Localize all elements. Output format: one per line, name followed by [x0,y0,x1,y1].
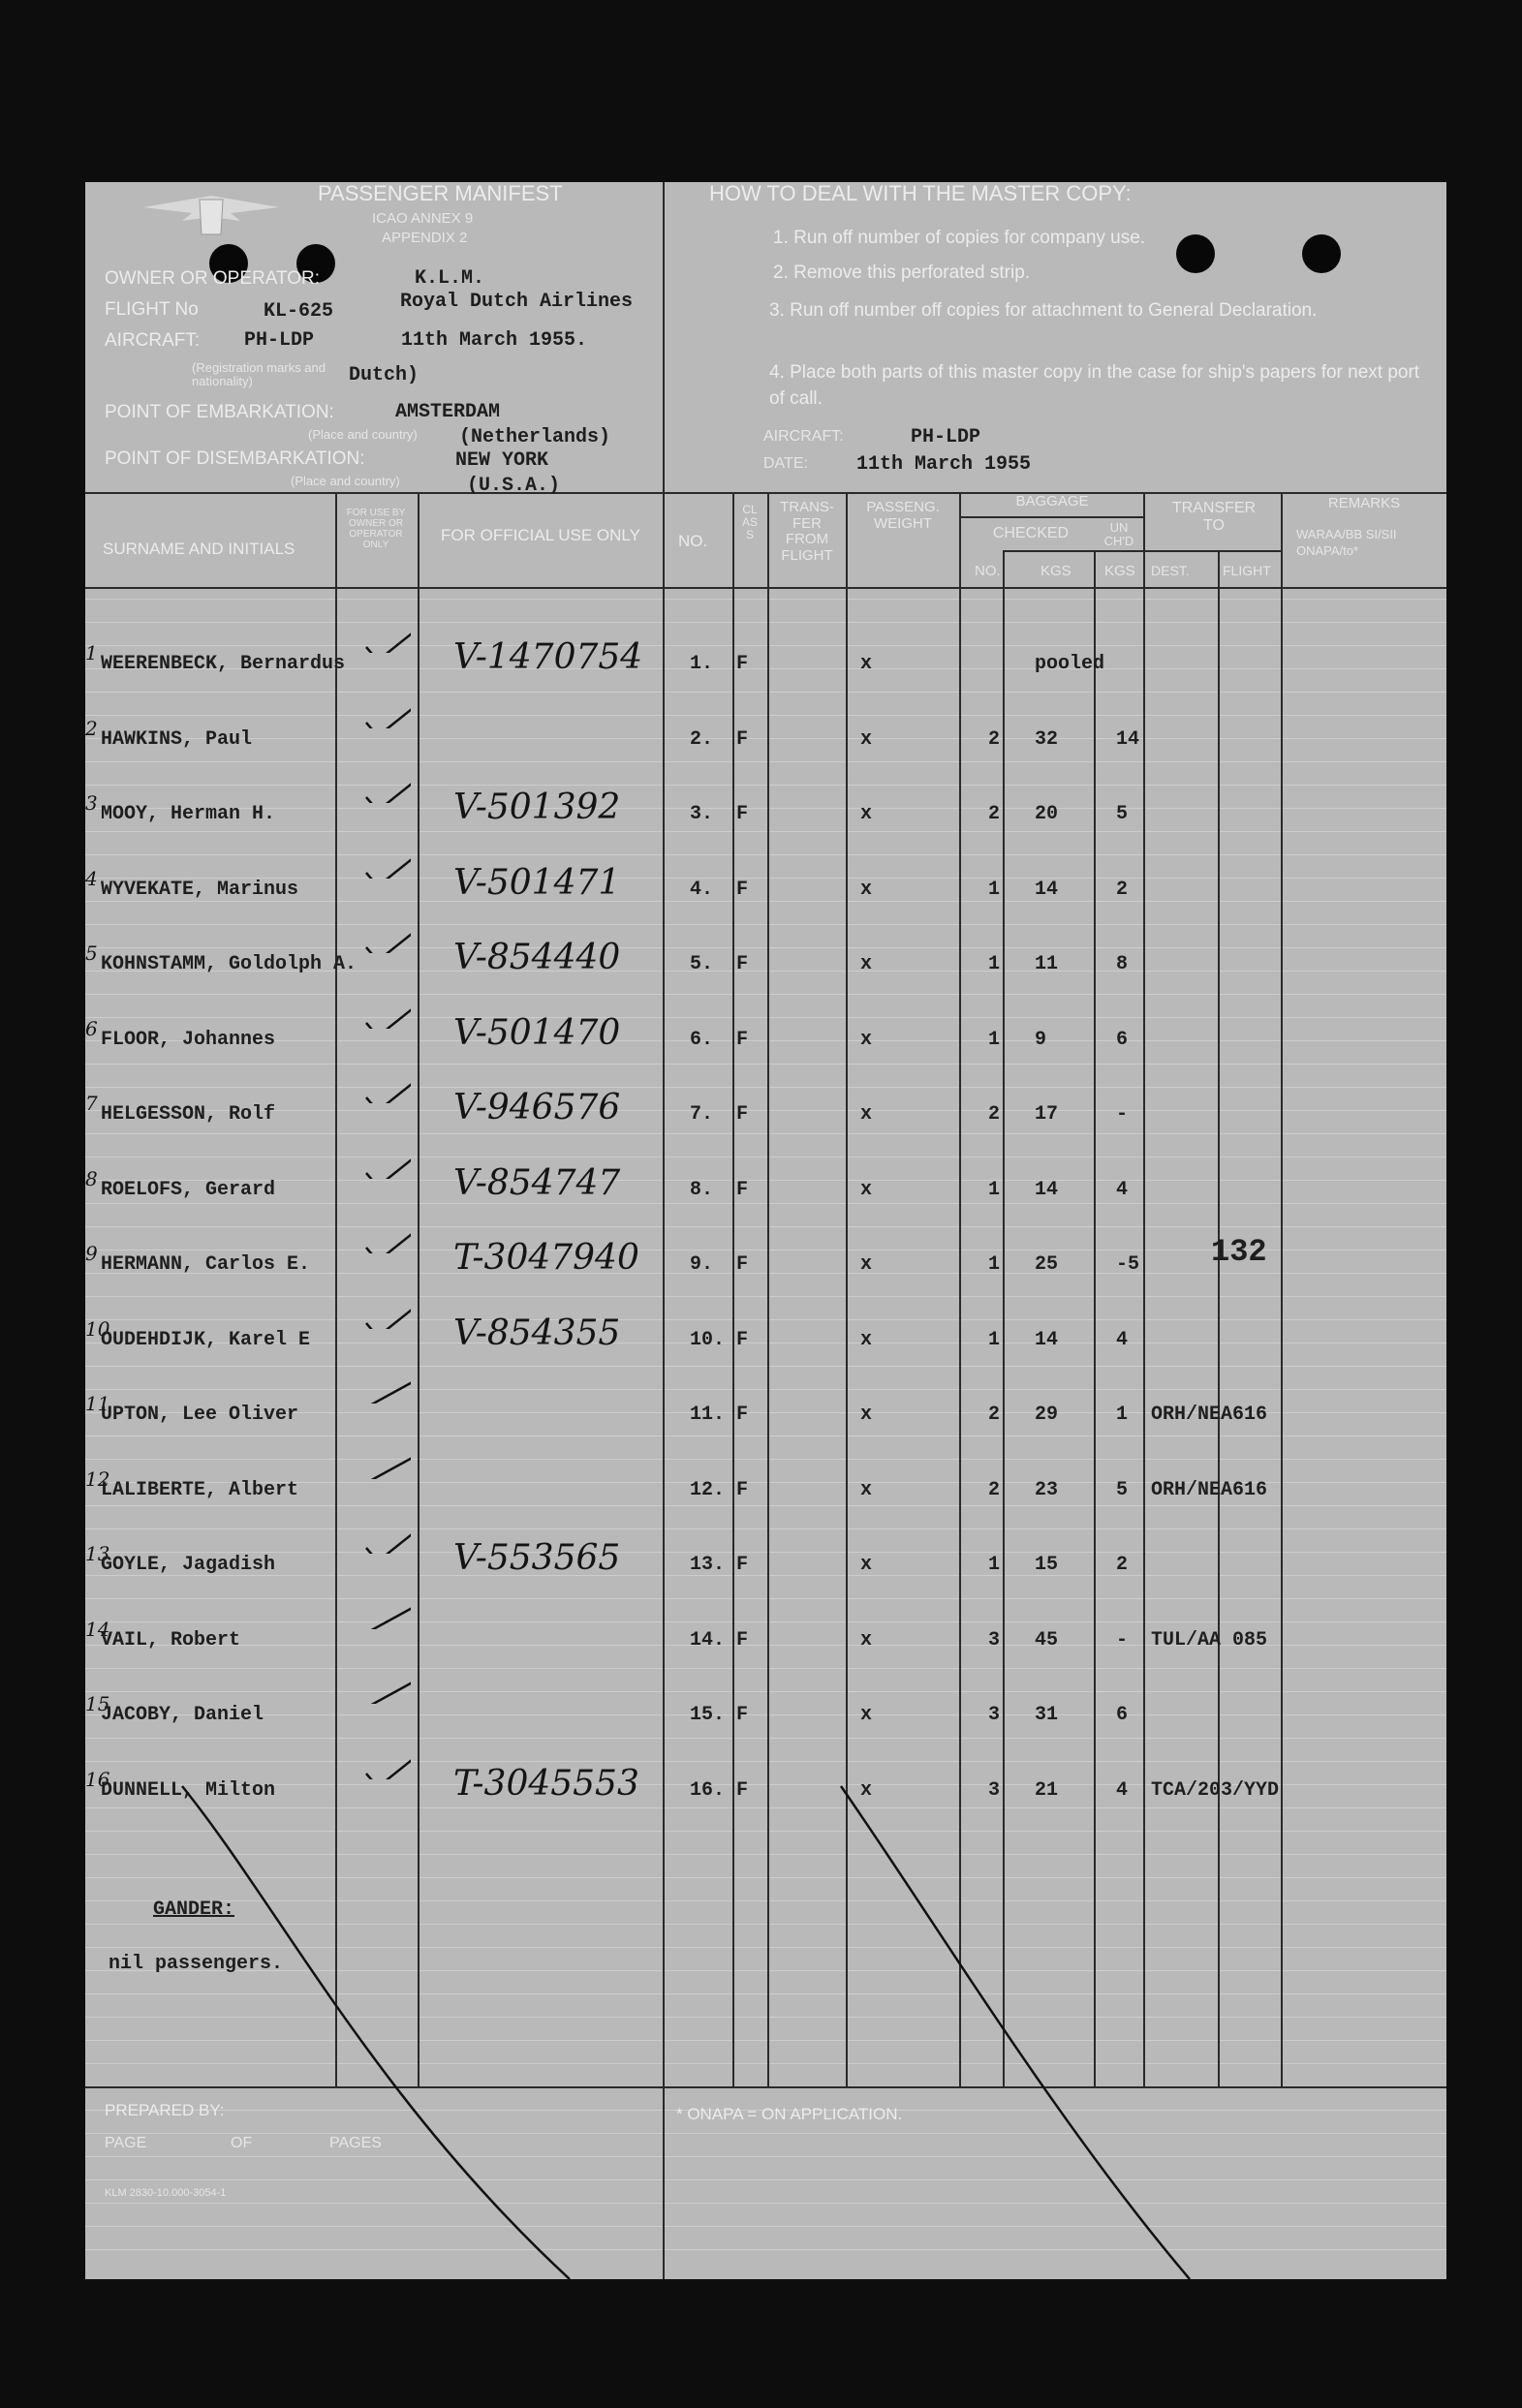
baggage-kgs: 15 [1035,1554,1059,1576]
weight-mark: x [860,1778,873,1802]
passenger-no: 12. [690,1478,726,1501]
form-title: PASSENGER MANIFEST [318,181,563,205]
baggage-kgs: 31 [1035,1704,1059,1726]
baggage-count: 2 [988,727,1001,751]
disembark-country-value: (U.S.A.) [467,475,561,497]
row-index: 13 [85,1542,110,1565]
disembark-place-hint: (Place and country) [291,474,400,488]
official-use-number: V-854440 [453,938,621,977]
passenger-no: 11. [690,1404,726,1426]
weight-mark: x [860,953,873,975]
official-use-number: V-501392 [453,787,621,827]
row-index: 12 [85,1466,110,1491]
col-owner-use: FOR USE BY OWNER OR OPERATOR ONLY [346,508,406,550]
registration-label: (Registration marks and nationality) [192,360,326,389]
onapa-footnote: * ONAPA = ON APPLICATION. [676,2105,903,2123]
baggage-count: 3 [988,1778,1001,1802]
official-use-number: V-1470754 [453,637,643,677]
unchecked-kgs: 2 [1116,1554,1129,1576]
weight-mark: x [860,1253,873,1276]
baggage-count: 2 [988,803,1001,825]
unchecked-kgs: 8 [1116,953,1129,975]
class-value: F [736,653,749,675]
disembark-value: NEW YORK [455,449,549,472]
baggage-kgs: 29 [1035,1404,1059,1426]
passenger-name: KOHNSTAMM, Goldolph A. [101,953,357,975]
baggage-count: 1 [988,953,1001,975]
passenger-no: 16. [690,1778,726,1802]
owner-value: K.L.M. [415,267,485,290]
passenger-name: HERMANN, Carlos E. [101,1253,311,1276]
prepared-by-label: PREPARED BY: [105,2101,225,2119]
official-use-number: V-946576 [453,1088,621,1127]
gander-note: nil passengers. [109,1953,284,1975]
row-index: 2 [85,716,98,740]
flight-value: KL-625 [264,300,334,323]
transfer-to-value: ORH/NEA616 [1151,1478,1268,1501]
instruction-3: 3. Run off number off copies for attachment to General Declaration. [769,300,1318,321]
form-code: KLM 2830-10.000-3054-1 [105,2187,227,2199]
baggage-kgs: 32 [1035,727,1059,751]
baggage-kgs: 14 [1035,878,1059,901]
baggage-count: 1 [988,1178,1001,1201]
unchecked-kgs: 6 [1116,1028,1129,1051]
row-index: 14 [85,1617,110,1641]
passenger-name: DUNNELL, Milton [101,1778,276,1802]
date-label: DATE: [763,455,808,472]
baggage-count: 1 [988,1554,1001,1576]
instruction-4: 4. Place both parts of this master copy in the case for ship's papers for next port of call. [769,362,1420,409]
disembark-label: POINT OF DISEMBARKATION: [105,448,365,469]
unchecked-kgs: 14 [1116,727,1140,751]
unchecked-kgs: 6 [1116,1704,1129,1726]
passenger-name: LALIBERTE, Albert [101,1478,299,1501]
weight-mark: x [860,1178,873,1201]
class-value: F [736,1478,749,1501]
row-index: 1 [85,641,98,664]
class-value: F [736,1028,749,1051]
row-index: 4 [85,866,98,890]
class-value: F [736,1554,749,1576]
row-index: 5 [85,942,98,965]
embark-place-hint: (Place and country) [308,427,418,442]
col-transfer-to: TRANSFER TO [1171,500,1257,534]
passenger-no: 10. [690,1328,726,1351]
row-index: 8 [85,1166,98,1190]
page-label: PAGE [105,2135,147,2151]
col-dest: DEST. [1151,563,1190,578]
baggage-count: 3 [988,1704,1001,1726]
baggage-kgs: 9 [1035,1028,1047,1051]
row-index: 7 [85,1092,98,1115]
strike-out-lines [85,182,1446,2279]
unchecked-kgs: 4 [1116,1178,1129,1201]
col-class: CLASS [741,503,758,542]
baggage-count: 1 [988,878,1001,901]
passenger-no: 8. [690,1178,714,1201]
baggage-count: 1 [988,1028,1001,1051]
date-value: 11th March 1955. [401,329,588,352]
embark-country-value: (Netherlands) [459,426,611,448]
row-index: 15 [85,1692,110,1715]
official-use-number: V-854747 [453,1162,621,1203]
passenger-no: 4. [690,878,714,901]
baggage-count: 3 [988,1628,1001,1652]
baggage-kgs: 17 [1035,1103,1059,1126]
weight-mark: x [860,1328,873,1351]
class-value: F [736,953,749,975]
baggage-count: 1 [988,1253,1001,1276]
baggage-count: 2 [988,1478,1001,1501]
weight-mark: x [860,1404,873,1426]
weight-mark: x [860,878,873,901]
instructions-title: HOW TO DEAL WITH THE MASTER COPY: [709,181,1132,205]
col-remarks-sub: WARAA/BB SI/SII ONAPA/to* [1296,527,1397,558]
passenger-name: ROELOFS, Gerard [101,1178,276,1201]
transfer-to-value: TCA/203/YYD [1151,1778,1280,1802]
weight-mark: x [860,1028,873,1051]
weight-mark: x [860,653,873,675]
passenger-name: WYVEKATE, Marinus [101,878,299,901]
baggage-count: 2 [988,1404,1001,1426]
passenger-name: VAIL, Robert [101,1628,241,1652]
passenger-no: 15. [690,1704,726,1726]
unchecked-kgs: 4 [1116,1328,1129,1351]
official-use-number: T-3045553 [453,1763,639,1804]
passenger-name: JACOBY, Daniel [101,1704,264,1726]
class-value: F [736,1328,749,1351]
passenger-no: 6. [690,1028,714,1051]
col-surname: SURNAME AND INITIALS [103,540,295,558]
passenger-name: GOYLE, Jagadish [101,1554,276,1576]
col-passeng-weight: PASSENG. WEIGHT [866,499,940,532]
passenger-name: FLOOR, Johannes [101,1028,276,1051]
passenger-name: UPTON, Lee Oliver [101,1404,299,1426]
class-value: F [736,1628,749,1652]
flight-label: FLIGHT No [105,299,199,320]
col-unchd: UN CH'D [1103,520,1134,549]
col-remarks: REMARKS [1327,495,1401,511]
passenger-no: 5. [690,953,714,975]
aircraft-value: PH-LDP [244,329,315,352]
owner-full-value: Royal Dutch Airlines [400,291,634,313]
weight-mark: x [860,1704,873,1726]
baggage-kgs: 21 [1035,1778,1059,1802]
weight-mark: x [860,1103,873,1126]
passenger-no: 9. [690,1253,714,1276]
row-index: 9 [85,1242,98,1265]
col-bag-no: NO. [975,563,1001,579]
passenger-no: 2. [690,727,714,751]
row-index: 16 [85,1767,110,1791]
col-checked: CHECKED [992,525,1070,541]
weight-mark: x [860,1478,873,1501]
unchecked-kgs: - [1116,1628,1129,1652]
unchecked-kgs: - [1116,1103,1129,1126]
passenger-no: 1. [690,653,714,675]
baggage-kgs: 20 [1035,803,1059,825]
passenger-no: 13. [690,1554,726,1576]
weight-mark: x [860,1628,873,1652]
official-use-number: T-3047940 [453,1238,639,1278]
transfer-to-value: ORH/NEA616 [1151,1404,1268,1426]
unchecked-kgs: 5 [1116,1478,1129,1501]
col-flight: FLIGHT [1223,563,1271,578]
date-value-2: 11th March 1955 [856,453,1032,476]
col-kgs: KGS [1041,563,1072,579]
row-index: 10 [85,1316,110,1341]
passenger-name: MOOY, Herman H. [101,803,276,825]
transfer-to-value: 132 [1211,1234,1267,1270]
instruction-2: 2. Remove this perforated strip. [773,262,1031,283]
aircraft-label: AIRCRAFT: [105,330,201,351]
nationality-value: Dutch) [349,364,419,386]
class-value: F [736,1253,749,1276]
baggage-kgs: pooled [1035,653,1105,675]
passenger-name: HAWKINS, Paul [101,727,253,751]
aircraft-value-2: PH-LDP [911,426,981,448]
baggage-count: 2 [988,1103,1001,1126]
class-value: F [736,727,749,751]
col-no: NO. [678,532,708,550]
unchecked-kgs: 1 [1116,1404,1129,1426]
of-label: OF [231,2135,253,2151]
unchecked-kgs: 5 [1116,803,1129,825]
class-value: F [736,1178,749,1201]
embark-value: AMSTERDAM [395,401,501,423]
passenger-no: 14. [690,1628,726,1652]
row-index: 11 [85,1392,110,1415]
unchecked-kgs: 4 [1116,1778,1129,1802]
aircraft-label-2: AIRCRAFT: [763,428,844,445]
col-kgs-2: KGS [1104,563,1135,579]
passenger-name: HELGESSON, Rolf [101,1103,276,1126]
baggage-kgs: 11 [1035,953,1059,975]
baggage-kgs: 25 [1035,1253,1059,1276]
embark-label: POINT OF EMBARKATION: [105,402,334,422]
class-value: F [736,1404,749,1426]
instruction-1: 1. Run off number of copies for company use. [773,228,1146,248]
class-value: F [736,1103,749,1126]
baggage-kgs: 45 [1035,1628,1059,1652]
weight-mark: x [860,803,873,825]
unchecked-kgs: -5 [1116,1253,1140,1276]
class-value: F [736,803,749,825]
baggage-kgs: 14 [1035,1328,1059,1351]
baggage-kgs: 14 [1035,1178,1059,1201]
official-use-number: V-501470 [453,1012,621,1053]
form-appendix: APPENDIX 2 [382,230,468,246]
weight-mark: x [860,727,873,751]
official-use-number: V-553565 [453,1538,621,1578]
class-value: F [736,1778,749,1802]
gander-heading: GANDER: [153,1899,235,1921]
official-use-number: V-501471 [453,862,621,903]
baggage-count: 1 [988,1328,1001,1351]
class-value: F [736,1704,749,1726]
col-official: FOR OFFICIAL USE ONLY [441,526,640,544]
owner-label: OWNER OR OPERATOR: [105,268,321,289]
baggage-kgs: 23 [1035,1478,1059,1501]
class-value: F [736,878,749,901]
row-index: 6 [85,1016,98,1040]
col-baggage: BAGGAGE [1015,493,1089,509]
col-transfer-from: TRANS-FER FROM FLIGHT [780,499,834,564]
passenger-name: OUDEHDIJK, Karel E [101,1328,311,1351]
transfer-to-value: TUL/AA 085 [1151,1628,1268,1652]
official-use-number: V-854355 [453,1312,621,1353]
passenger-no: 7. [690,1103,714,1126]
weight-mark: x [860,1554,873,1576]
manifest-sheet [85,182,1446,2279]
passenger-no: 3. [690,803,714,825]
unchecked-kgs: 2 [1116,878,1129,901]
passenger-name: WEERENBECK, Bernardus [101,653,346,675]
pages-label: PAGES [329,2135,382,2151]
row-index: 3 [85,791,98,815]
form-annex: ICAO ANNEX 9 [372,210,474,227]
